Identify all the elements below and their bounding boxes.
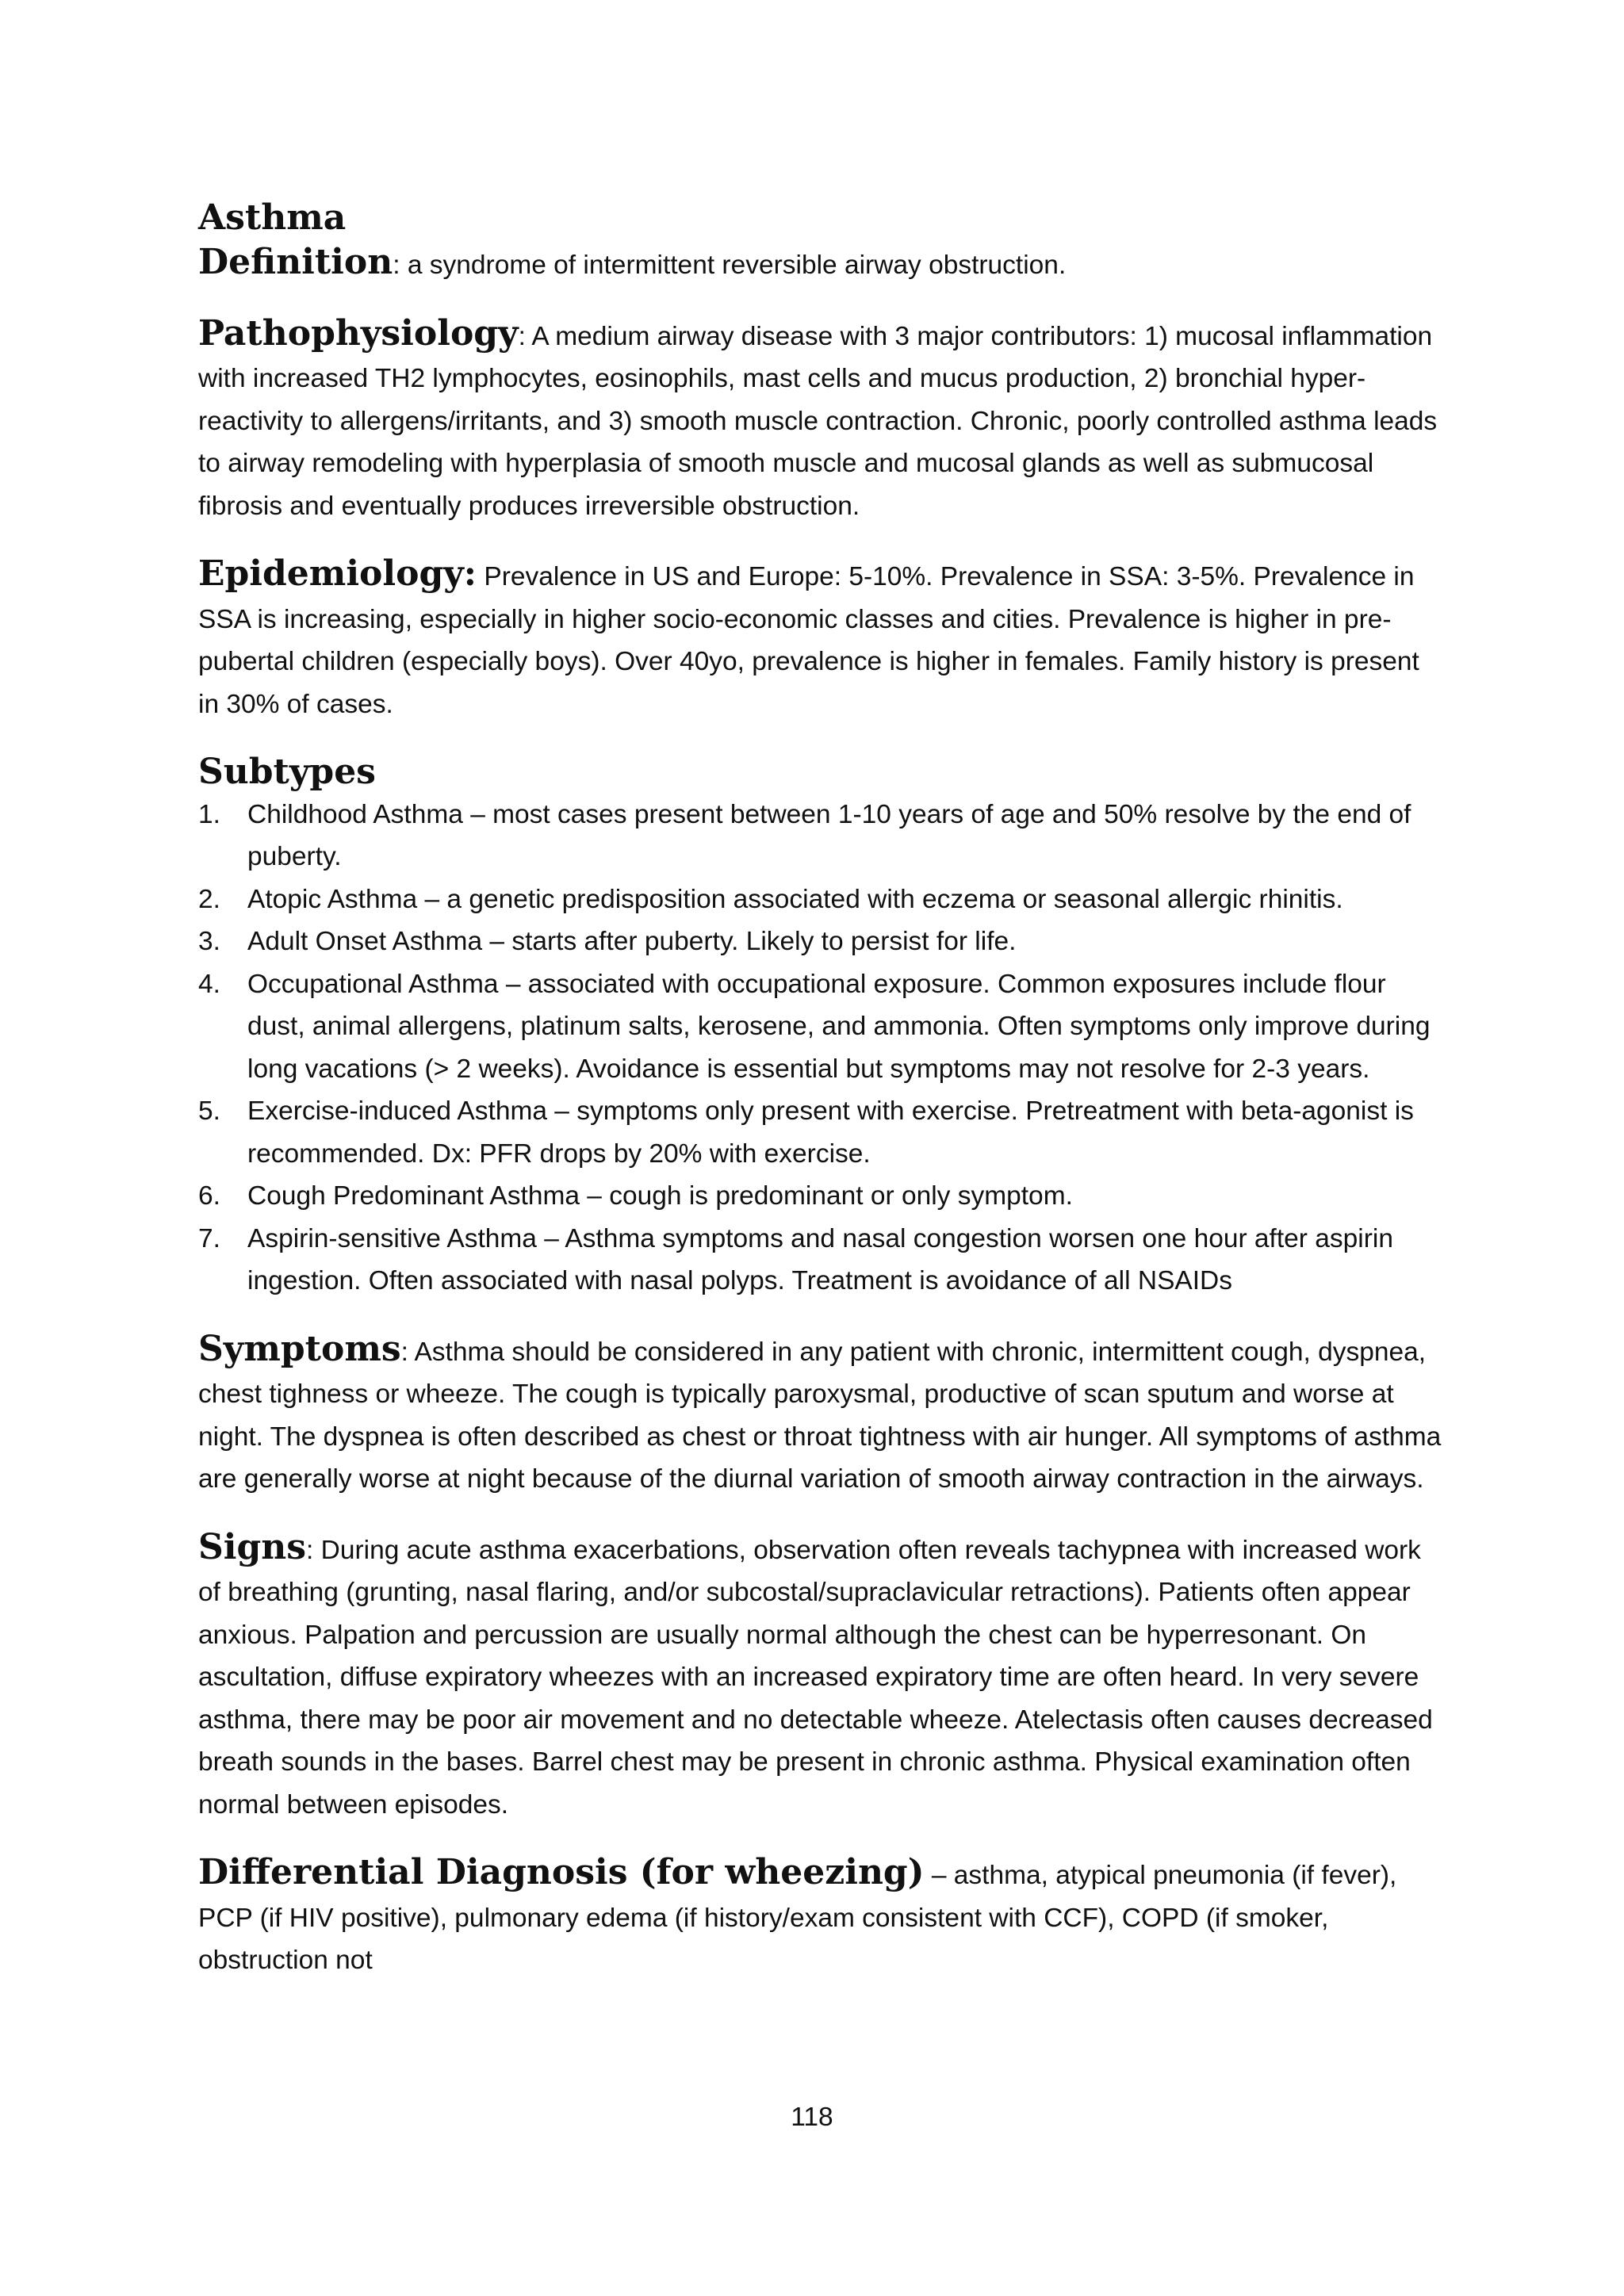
list-item-number: 4. <box>198 969 220 999</box>
list-item-number: 1. <box>198 799 220 829</box>
list-item <box>198 963 1443 1091</box>
page-number: 118 <box>791 2103 833 2132</box>
pathophysiology-paragraph <box>198 312 1443 528</box>
definition-paragraph <box>198 241 1443 287</box>
epidemiology-paragraph <box>198 553 1443 725</box>
list-item-text: Exercise-induced Asthma – symptoms only present with exercise. Pretreatment with beta-agonist is recommended. Dx: PFR drops by 20% with exercise. <box>247 1096 1414 1169</box>
list-item <box>198 878 1443 921</box>
symptoms-text: : Asthma should be considered in any patient with chronic, intermittent cough, dyspnea, chest tighness or wheeze. The cough is typically paroxysmal, productive of scan sputum and worse at night. The dyspnea is often described as chest or throat tightness with air hunger. All symptoms of asthma are generally worse at night because of the diurnal variation of smooth airway contraction in the airways. <box>198 1337 1442 1494</box>
signs-text: : During acute asthma exacerbations, observation often reveals tachypnea with increased work of breathing (grunting, nasal flaring, and/or subcostal/supraclavicular retractions). Patients often appear anxious. Palpation and percussion are usually normal although the chest can be hyperresonant. On ascultation, diffuse expiratory wheezes with an increased expiratory time are often heard. In very severe asthma, there may be poor air movement and no detectable wheeze. Atelectasis often causes decreased breath sounds in the bases. Barrel chest may be present in chronic asthma. Physical examination often normal between episodes. <box>198 1535 1433 1820</box>
signs-paragraph <box>198 1526 1443 1827</box>
list-item-number: 6. <box>198 1181 220 1211</box>
list-item-text: Cough Predominant Asthma – cough is predominant or only symptom. <box>247 1181 1073 1211</box>
subtypes-section <box>198 751 1443 1303</box>
differential-paragraph <box>198 1851 1443 1982</box>
list-item-number: 2. <box>198 884 220 914</box>
list-item-number: 7. <box>198 1223 220 1253</box>
list-item-number: 5. <box>198 1096 220 1126</box>
list-item-text: Atopic Asthma – a genetic predisposition associated with eczema or seasonal allergic rhinitis. <box>247 884 1343 914</box>
symptoms-heading: Symptoms <box>198 1328 401 1369</box>
list-item <box>198 794 1443 878</box>
subtypes-heading: Subtypes <box>198 752 376 792</box>
list-item-text: Adult Onset Asthma – starts after puberty. Likely to persist for life. <box>247 927 1017 956</box>
pathophysiology-text: : A medium airway disease with 3 major contributors: 1) mucosal inflammation with increased TH2 lymphocytes, eosinophils, mast cells and mucus production, 2) bronchial hyper-reactivity to allergens/irritants, and 3) smooth muscle contraction. Chronic, poorly controlled asthma leads to airway remodeling with hyperplasia of smooth muscle and mucosal glands as well as submucosal fibrosis and eventually produces irreversible obstruction. <box>198 321 1438 521</box>
differential-heading: Differential Diagnosis (for wheezing) <box>198 1852 925 1892</box>
list-item-text: Aspirin-sensitive Asthma – Asthma symptoms and nasal congestion worsen one hour after aspirin ingestion. Often associated with nasal polyps. Treatment is avoidance of all NSAIDs <box>247 1223 1393 1295</box>
document-page <box>198 195 1443 1982</box>
epidemiology-heading: Epidemiology: <box>198 553 477 594</box>
subtypes-list <box>198 794 1443 1303</box>
differential-text: – asthma, atypical pneumonia (if fever), PCP (if HIV positive), pulmonary edema (if history/exam consistent with CCF), COPD (if smoker, obstruction not <box>198 1861 1397 1975</box>
list-item-text: Childhood Asthma – most cases present between 1-10 years of age and 50% resolve by the end of puberty. <box>247 799 1411 871</box>
symptoms-paragraph <box>198 1328 1443 1501</box>
list-item-text: Occupational Asthma – associated with occupational exposure. Common exposures include flour dust, animal allergens, platinum salts, kerosene, and ammonia. Often symptoms only improve during long vacations (> 2 weeks). Avoidance is essential but symptoms may not resolve for 2-3 years. <box>247 969 1431 1084</box>
list-item-number: 3. <box>198 927 220 956</box>
list-item <box>198 1218 1443 1303</box>
epidemiology-text: Prevalence in US and Europe: 5-10%. Prevalence in SSA: 3-5%. Prevalence in SSA is increasing, especially in higher socio-economic classes and cities. Prevalence is higher in pre-pubertal children (especially boys). Over 40yo, prevalence is higher in females. Family history is present in 30% of cases. <box>198 562 1419 719</box>
definition-text: : a syndrome of intermittent reversible airway obstruction. <box>393 251 1067 280</box>
definition-heading: Definition <box>198 242 393 282</box>
list-item <box>198 1175 1443 1218</box>
page-title: Asthma <box>198 197 347 238</box>
list-item <box>198 1090 1443 1175</box>
pathophysiology-heading: Pathophysiology <box>198 312 519 354</box>
signs-heading: Signs <box>198 1526 307 1567</box>
list-item <box>198 920 1443 963</box>
